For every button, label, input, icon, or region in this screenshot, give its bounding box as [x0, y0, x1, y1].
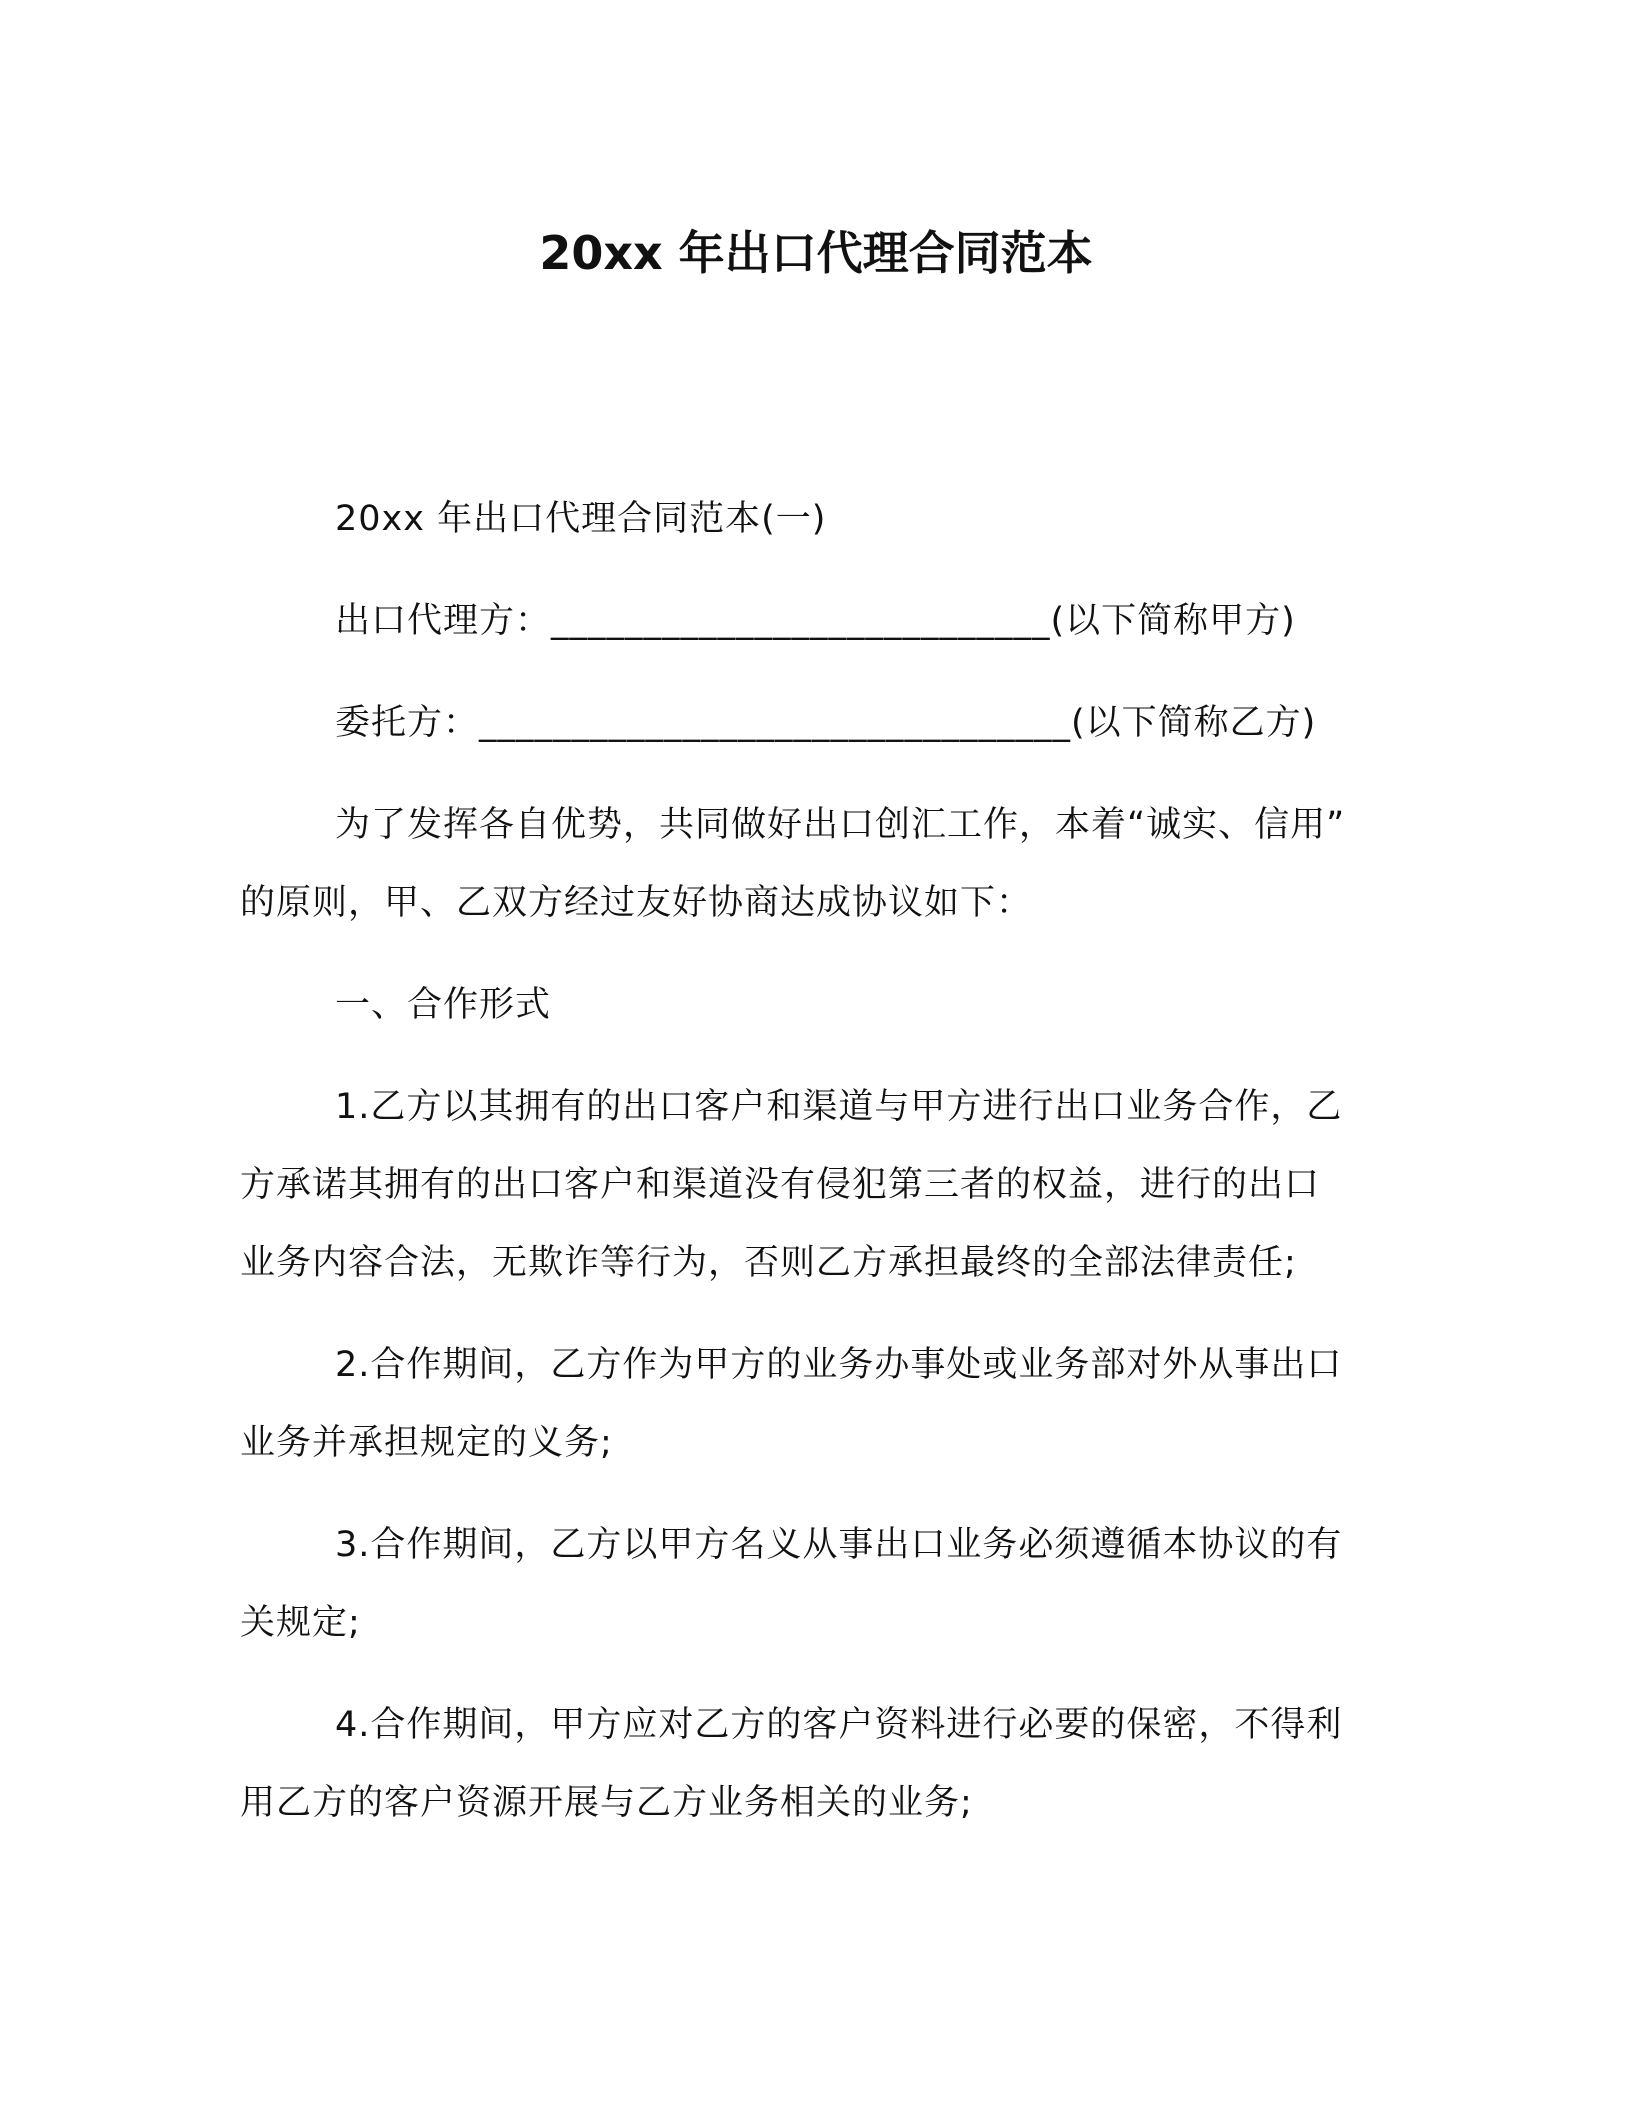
clause-3	[240, 1506, 1390, 1662]
party-b-line: 委托方：________________________________(以下简称乙方)	[335, 703, 1317, 743]
document-title: 20xx 年出口代理合同范本	[539, 226, 1093, 280]
clause-line: 业务并承担规定的义务;	[240, 1423, 613, 1463]
contract-subtitle: 20xx 年出口代理合同范本(一)	[335, 499, 827, 539]
clause-line: 用乙方的客户资源开展与乙方业务相关的业务;	[240, 1783, 973, 1823]
clause-line: 方承诺其拥有的出口客户和渠道没有侵犯第三者的权益，进行的出口	[240, 1165, 1321, 1205]
intro-line: 为了发挥各自优势，共同做好出口创汇工作，本着“诚实、信用”	[335, 805, 1346, 845]
clause-2	[240, 1326, 1390, 1482]
section-heading: 一、合作形式	[335, 985, 552, 1025]
clause-line: 2.合作期间，乙方作为甲方的业务办事处或业务部对外从事出口	[335, 1345, 1343, 1385]
intro-paragraph	[240, 786, 1390, 942]
clause-line: 4.合作期间，甲方应对乙方的客户资料进行必要的保密，不得利	[335, 1705, 1343, 1745]
intro-line: 的原则，甲、乙双方经过友好协商达成协议如下：	[240, 883, 1033, 923]
clause-4	[240, 1686, 1390, 1842]
clause-line: 业务内容合法，无欺诈等行为，否则乙方承担最终的全部法律责任;	[240, 1243, 1297, 1283]
clause-line: 关规定;	[240, 1603, 361, 1643]
clause-1	[240, 1068, 1390, 1302]
party-a-line: 出口代理方：___________________________(以下简称甲方)	[335, 601, 1296, 641]
clause-line: 1.乙方以其拥有的出口客户和渠道与甲方进行出口业务合作，乙	[335, 1087, 1343, 1127]
clause-line: 3.合作期间，乙方以甲方名义从事出口业务必须遵循本协议的有	[335, 1525, 1343, 1565]
